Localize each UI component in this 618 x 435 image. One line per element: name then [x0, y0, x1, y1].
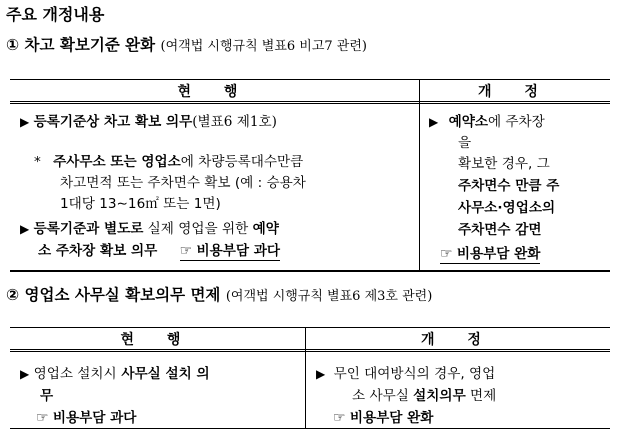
s1-current-cost: ☞ 비용부담 과다	[179, 243, 280, 259]
s1-item1-ref: (별표6 제1호)	[192, 114, 277, 130]
pointing-hand-icon: ☞	[440, 246, 453, 262]
s1-revised-cost: ☞ 비용부담 완화	[440, 246, 541, 262]
s2-revised-line1: ▶ 무인 대여방식의 경우, 영업	[316, 366, 496, 382]
s2-revised-cost: ☞ 비용부담 완화	[333, 410, 434, 426]
s1-current-item1	[20, 112, 277, 132]
section1-number: ①	[6, 36, 20, 54]
pointing-hand-icon: ☞	[333, 410, 346, 426]
table2-bottom-border	[10, 428, 610, 429]
section1-heading	[6, 33, 367, 55]
s1-note-line3: 1대당 13∼16㎡ 또는 1면)	[60, 196, 221, 212]
s1-revised-line2: 을	[458, 135, 472, 151]
triangle-bullet-icon: ▶	[429, 115, 439, 129]
s1-revised-line6: 주차면수 감면	[458, 222, 542, 238]
s2-current-line2: 무	[40, 388, 54, 404]
table1-header-revised: 개 정	[478, 84, 552, 100]
table1-top-border	[10, 79, 610, 80]
triangle-bullet-icon: ▶	[20, 115, 30, 129]
table2-header-revised: 개 정	[421, 332, 495, 348]
s1-revised-line3: 확보한 경우, 그	[458, 156, 550, 172]
triangle-bullet-icon: ▶	[316, 367, 326, 381]
table1-header-rule	[10, 101, 610, 102]
s1-note-line2: 차고면적 또는 주차면수 확보 (예 : 승용차	[60, 175, 306, 191]
section1-title: 차고 확보기준 완화	[24, 36, 156, 54]
table1-header-current: 현 행	[177, 84, 252, 100]
s2-current-line1: ▶ 영업소 설치시 사무실 설치 의	[20, 366, 210, 382]
s2-revised-line2: 소 사무실 설치의무 면제	[352, 388, 497, 404]
section1-ref: (여객법 시행규칙 별표6 비고7 관련)	[160, 39, 367, 54]
s1-current-item2-line2: 소 주차장 확보 의무 ☞ 비용부담 과다	[38, 243, 280, 259]
section2-number: ②	[6, 286, 20, 304]
pointing-hand-icon: ☞	[36, 410, 49, 426]
s1-revised-line5: 사무소·영업소의	[458, 200, 556, 216]
section2-title: 영업소 사무실 확보의무 면제	[24, 286, 221, 304]
table2-header-rule	[10, 349, 610, 350]
page-title: 주요 개정내용	[6, 5, 105, 24]
triangle-bullet-icon: ▶	[20, 367, 30, 381]
section2-heading	[6, 283, 432, 305]
asterisk-icon: *	[34, 154, 41, 170]
table2-top-border	[10, 327, 610, 328]
s1-revised-line1: ▶ 예약소에 주차장	[429, 114, 545, 130]
table1-header-rule-2	[10, 103, 610, 104]
pointing-hand-icon: ☞	[179, 243, 193, 259]
table1-bottom-border	[10, 270, 610, 272]
s1-note-line1: * 주사무소 또는 영업소에 차량등록대수만큼	[34, 154, 304, 170]
s1-item1-text: 등록기준상 차고 확보 의무	[33, 114, 193, 130]
table1-column-divider	[419, 79, 420, 271]
table2-header-current: 현 행	[120, 332, 195, 348]
triangle-bullet-icon: ▶	[20, 222, 30, 236]
table2-header-rule-2	[10, 351, 610, 352]
s2-current-cost: ☞ 비용부담 과다	[36, 410, 137, 426]
section2-ref: (여객법 시행규칙 별표6 제3호 관련)	[225, 289, 433, 304]
s1-current-item2-line1: ▶ 등록기준과 별도로 실제 영업을 위한 예약	[20, 221, 279, 237]
s1-revised-line4: 주차면수 만큼 주	[458, 178, 560, 194]
